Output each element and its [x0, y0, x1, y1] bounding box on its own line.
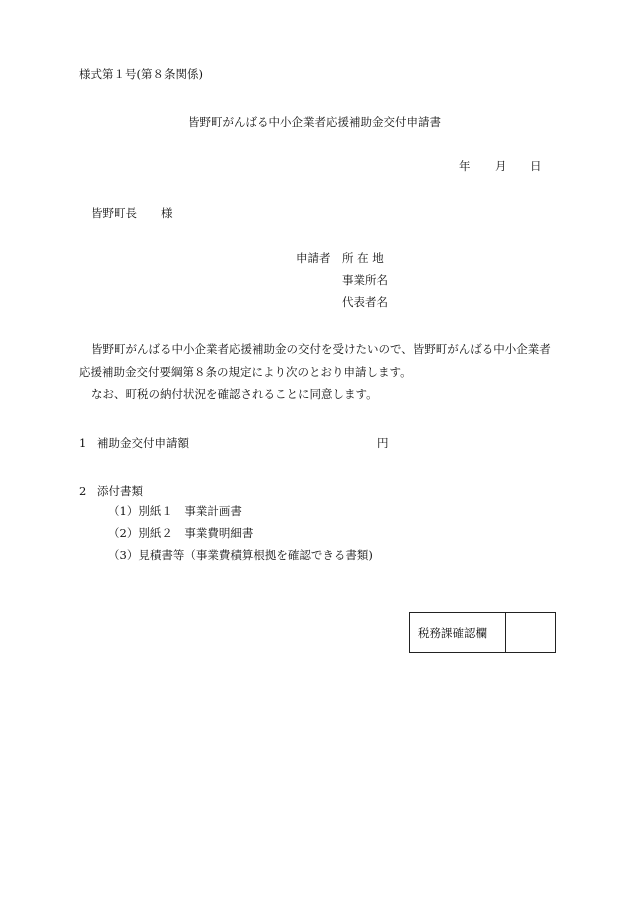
tax-confirmation-label: 税務課確認欄 — [418, 626, 487, 640]
item1-unit: 円 — [377, 436, 389, 450]
applicant-label: 申請者 — [296, 251, 331, 265]
date-month: 月 — [495, 159, 507, 173]
item2-number: 2 — [79, 484, 87, 498]
page-title: 皆野町がんばる中小企業者応援補助金交付申請書 — [188, 115, 441, 129]
item2-label: 添付書類 — [97, 484, 143, 498]
form-number: 様式第１号(第８条関係) — [79, 67, 203, 81]
addressee-honorific: 様 — [161, 206, 173, 220]
body-line-1: 皆野町がんばる中小企業者応援補助金の交付を受けたいので、皆野町がんばる中小企業者 — [91, 342, 551, 356]
attachment-item: （3）見積書等（事業費積算根拠を確認できる書類) — [108, 548, 373, 562]
tax-confirmation-box — [409, 612, 556, 653]
body-line-2: 応援補助金交付要綱第８条の規定により次のとおり申請します。 — [79, 365, 412, 379]
applicant-business-label: 事業所名 — [342, 273, 388, 287]
attachment-item: （2）別紙２ 事業費明細書 — [108, 526, 254, 540]
item1-number: 1 — [79, 436, 87, 450]
body-line-3: なお、町税の納付状況を確認されることに同意します。 — [91, 387, 378, 401]
date-year: 年 — [459, 159, 471, 173]
applicant-representative-label: 代表者名 — [342, 295, 388, 309]
date-day: 日 — [530, 159, 542, 173]
addressee-name: 皆野町長 — [91, 206, 137, 220]
box-divider — [505, 613, 506, 652]
applicant-address-label: 所 在 地 — [342, 251, 384, 265]
attachment-item: （1）別紙１ 事業計画書 — [108, 504, 242, 518]
item1-label: 補助金交付申請額 — [97, 436, 189, 450]
